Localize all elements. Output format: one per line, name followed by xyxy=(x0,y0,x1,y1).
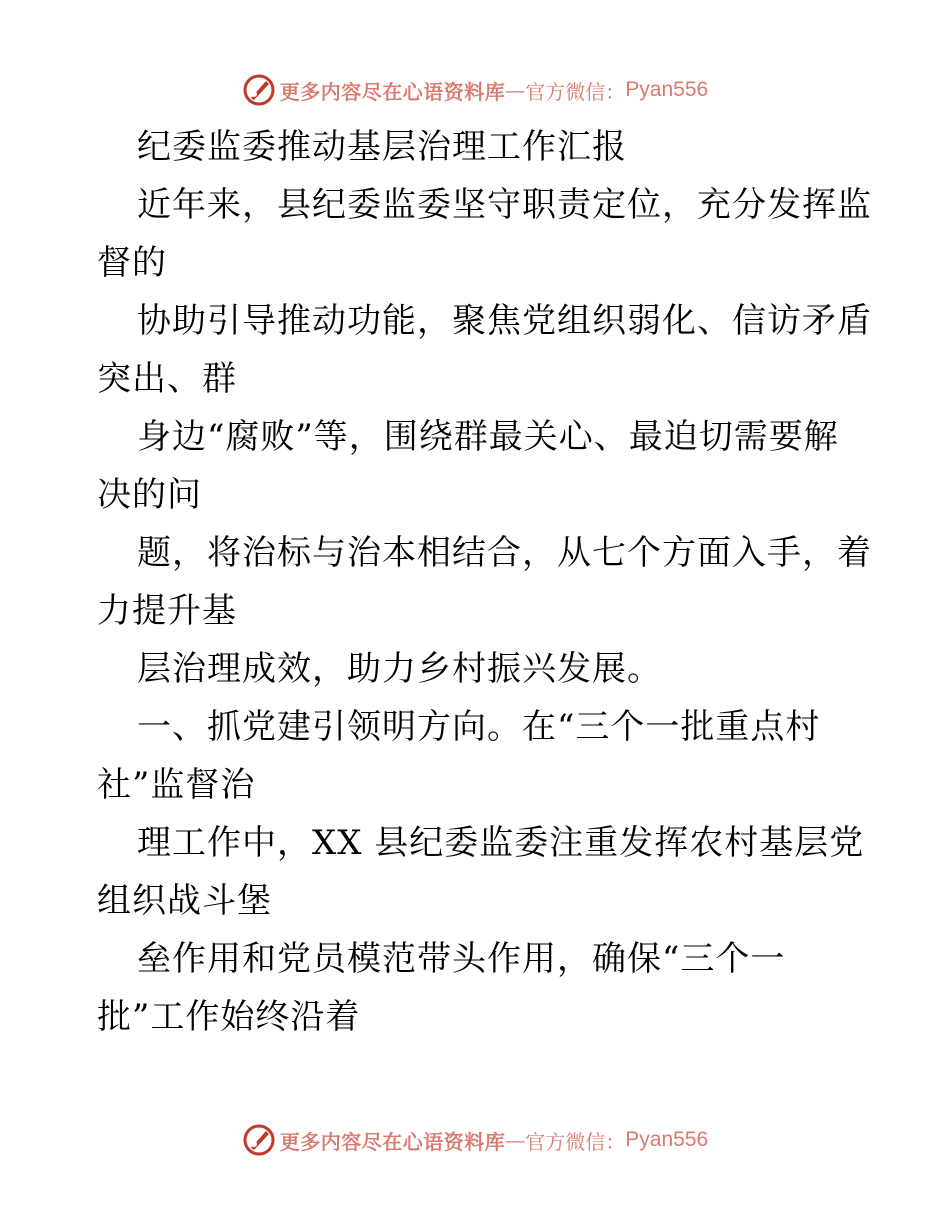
document-line: 身边“腐败”等，围绕群最关心、最迫切需要解 xyxy=(137,417,839,457)
document-body xyxy=(97,118,872,1046)
footer-banner xyxy=(0,1120,950,1160)
document-line: 力提升基 xyxy=(97,591,237,631)
document-line: 社”监督治 xyxy=(97,765,256,805)
document-line: 组织战斗堡 xyxy=(97,881,272,921)
banner-wechat-id: Pyan556 xyxy=(625,78,709,101)
document-line: 垒作用和党员模范带头作用，确保“三个一 xyxy=(137,939,786,979)
document-line: 理工作中，XX 县纪委监委注重发挥农村基层党 xyxy=(137,823,865,863)
banner-wechat-label: 官方微信： xyxy=(525,1129,626,1154)
banner-slogan: 更多内容尽在心语资料库 xyxy=(279,1129,506,1154)
document-line: 纪委监委推动基层治理工作汇报 xyxy=(137,127,627,167)
document-line: 督的 xyxy=(97,243,167,283)
banner-wechat-label: 官方微信： xyxy=(525,79,626,104)
document-line: 近年来，县纪委监委坚守职责定位，充分发挥监 xyxy=(137,185,872,225)
banner-slogan: 更多内容尽在心语资料库 xyxy=(279,79,506,104)
document-line: 批”工作始终沿着 xyxy=(97,997,361,1037)
document-line: 题，将治标与治本相结合，从七个方面入手，着 xyxy=(137,533,872,573)
quill-logo-icon xyxy=(242,1123,276,1157)
document-line: 突出、群 xyxy=(97,359,237,399)
document-line: 协助引导推动功能，聚焦党组织弱化、信访矛盾 xyxy=(137,301,872,341)
banner-separator: — xyxy=(505,1128,526,1152)
document-line: 决的问 xyxy=(97,475,202,515)
header-banner xyxy=(0,70,950,110)
document-line: 层治理成效，助力乡村振兴发展。 xyxy=(137,649,662,689)
document-line: 一、抓党建引领明方向。在“三个一批重点村 xyxy=(137,707,821,747)
banner-separator: — xyxy=(505,78,526,102)
banner-wechat-id: Pyan556 xyxy=(625,1128,709,1151)
quill-logo-icon xyxy=(242,73,276,107)
